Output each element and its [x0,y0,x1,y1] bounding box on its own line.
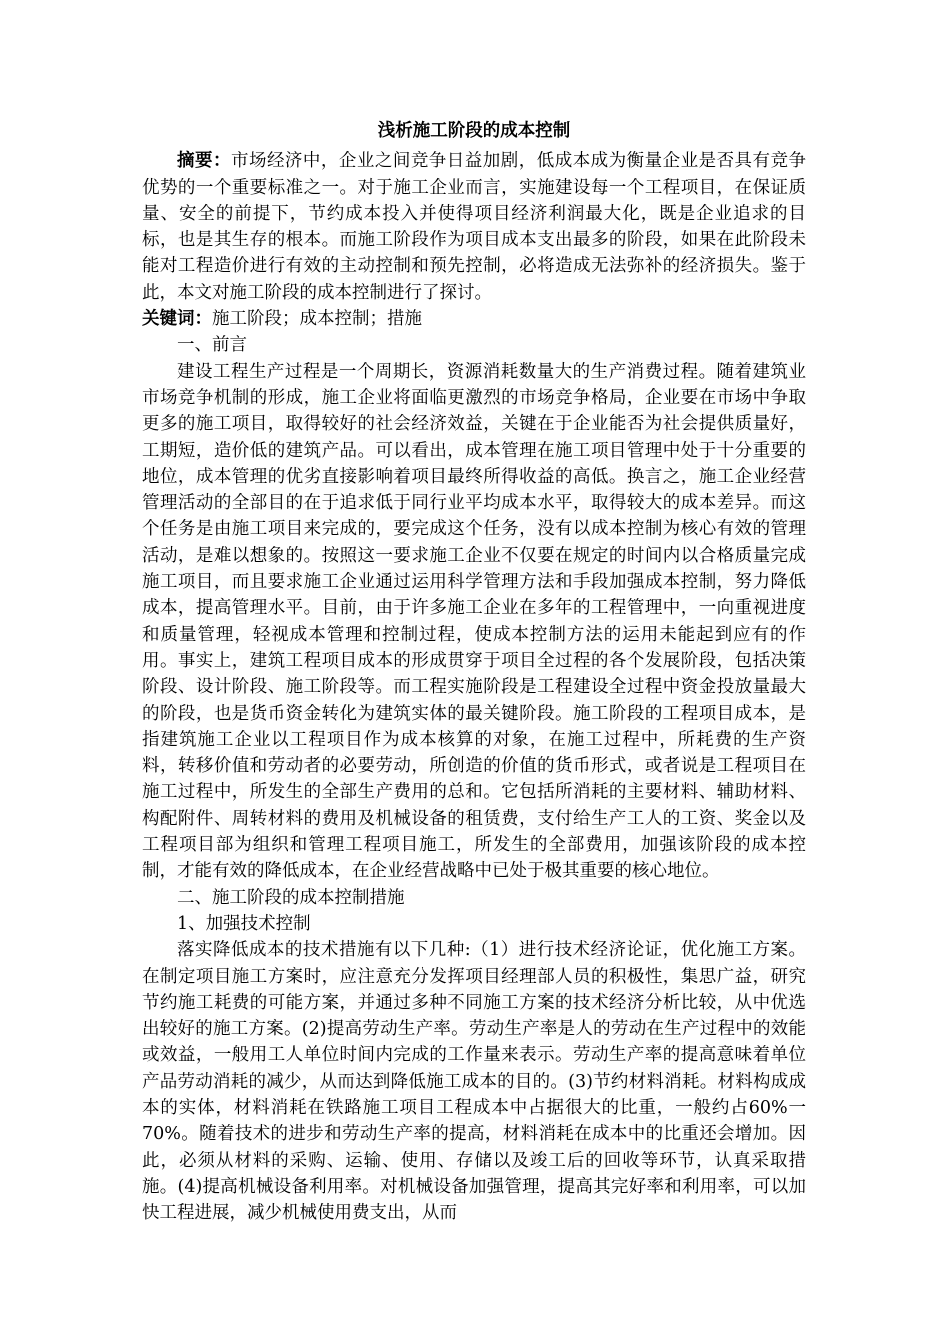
section1-heading: 一、前言 [177,335,247,356]
keywords-text: 施工阶段；成本控制；措施 [212,309,422,330]
document-title: 浅析施工阶段的成本控制 [377,121,571,141]
section2-sub1-heading: 1、加强技术控制 [177,913,311,934]
abstract-label: 摘要： [177,151,231,172]
abstract-paragraph [142,148,806,306]
keywords-line [142,306,806,332]
document-page [142,118,806,1226]
keywords-label: 关键词： [142,309,212,330]
section2-sub1-paragraph: 落实降低成本的技术措施有以下几种:（1）进行技术经济论证，优化施工方案。在制定项目施工方案时，应注意充分发挥项目经理部人员的积极性，集思广益，研究节约施工耗费的可能方案，并通过多种不同施工方案的技术经济分析比较，从中优选出较好的施工方案。(2)提高劳动生产率。劳动生产率是人的劳动在生产过程中的效能或效益，一般用工人单位时间内完成的工作量来表示。劳动生产率的提高意味着单位产品劳动消耗的减少，从而达到降低施工成本的目的。(3)节约材料消耗。材料构成成本的实体，材料消耗在铁路施工项目工程成本中占据很大的比重，一般约占60%一70%。随着技术的进步和劳动生产率的提高，材料消耗在成本中的比重还会增加。因此，必须从材料的采购、运输、使用、存储以及竣工后的回收等环节，认真采取措施。(4)提高机械设备利用率。对机械设备加强管理，提高其完好率和利用率，可以加快工程进展，减少机械使用费支出，从而 [142,940,806,1224]
section1-paragraph: 建设工程生产过程是一个周期长，资源消耗数量大的生产消费过程。随着建筑业市场竞争机制的形成，施工企业将面临更激烈的市场竞争格局，企业要在市场中争取更多的施工项目，取得较好的社会经济效益，关键在于企业能否为社会提供质量好，工期短，造价低的建筑产品。可以看出，成本管理在施工项目管理中处于十分重要的地位，成本管理的优劣直接影响着项目最终所得收益的高低。换言之，施工企业经营管理活动的全部目的在于追求低于同行业平均成本水平，取得较大的成本差异。而这个任务是由施工项目来完成的，要完成这个任务，没有以成本控制为核心有效的管理活动，是难以想象的。按照这一要求施工企业不仅要在规定的时间内以合格质量完成施工项目，而且要求施工企业通过运用科学管理方法和手段加强成本控制，努力降低成本，提高管理水平。目前，由于许多施工企业在多年的工程管理中，一向重视进度和质量管理，轻视成本管理和控制过程，使成本控制方法的运用未能起到应有的作用。事实上，建筑工程项目成本的形成贯穿于项目全过程的各个发展阶段，包括决策阶段、设计阶段、施工阶段等。而工程实施阶段是工程建设全过程中资金投放量最大的阶段，也是货币资金转化为建筑实体的最关键阶段。施工阶段的工程项目成本，是指建筑施工企业以工程项目作为成本核算的对象，在施工过程中，所耗费的生产资料，转移价值和劳动者的必要劳动，所创造的价值的货币形式，或者说是工程项目在施工过程中，所发生的全部生产费用的总和。它包括所消耗的主要材料、辅助材料、构配附件、周转材料的费用及机械设备的租赁费，支付给生产工人的工资、奖金以及工程项目部为组织和管理工程项目施工，所发生的全部费用，加强该阶段的成本控制，才能有效的降低成本，在企业经营战略中已处于极其重要的核心地位。 [142,361,806,882]
section2-heading: 二、施工阶段的成本控制措施 [177,887,405,908]
abstract-text: 市场经济中，企业之间竞争日益加剧，低成本成为衡量企业是否具有竞争优势的一个重要标准之一。对于施工企业而言，实施建设每一个工程项目，在保证质量、安全的前提下，节约成本投入并使得项目经济利润最大化，既是企业追求的目标，也是其生存的根本。而施工阶段作为项目成本支出最多的阶段，如果在此阶段未能对工程造价进行有效的主动控制和预先控制，必将造成无法弥补的经济损失。鉴于此，本文对施工阶段的成本控制进行了探讨。 [142,151,807,303]
